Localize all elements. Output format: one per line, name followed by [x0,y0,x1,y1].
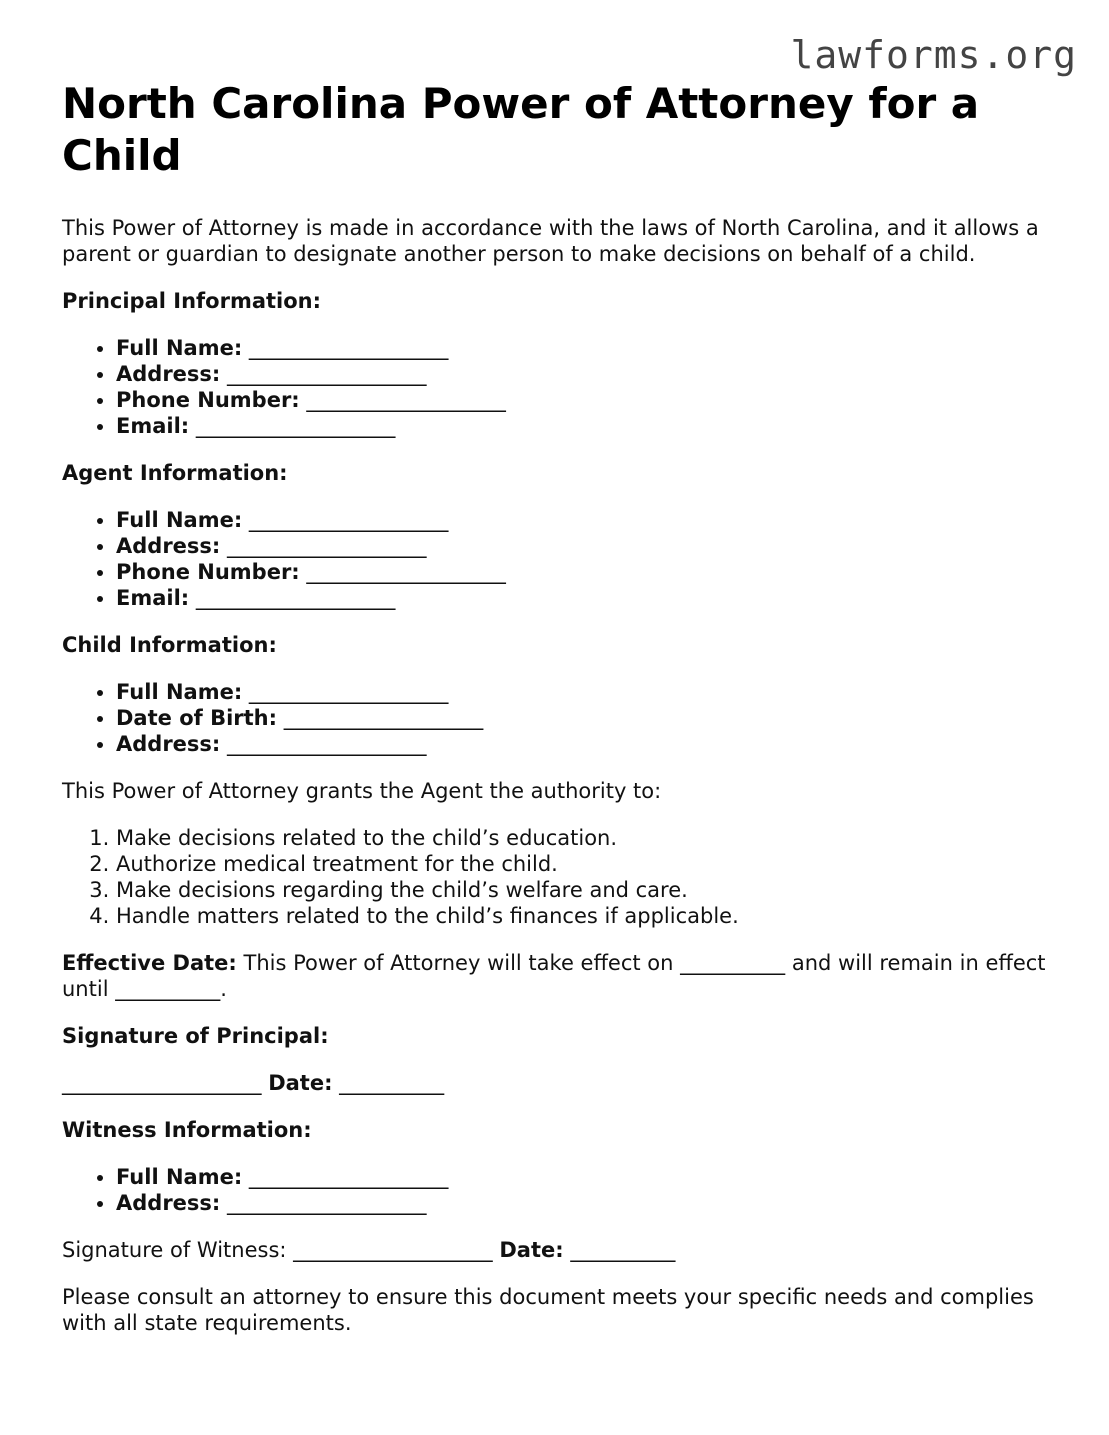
field-label: Address: [116,362,221,386]
field-label: Full Name: [116,1165,243,1189]
blank-line: __________ [680,951,786,975]
blank-line: ___________________ [227,534,427,558]
principal-heading: Principal Information: [62,289,322,313]
witness-full-name-field [116,1164,1052,1190]
effective-date-label: Effective Date: [62,951,237,975]
witness-heading: Witness Information: [62,1118,312,1142]
field-label: Phone Number: [116,560,300,584]
document-title: North Carolina Power of Attorney for a Child [62,79,980,180]
field-label: Email: [116,414,190,438]
child-address-field [116,731,1052,757]
authority-list [62,825,1052,929]
field-label: Address: [116,1191,221,1215]
agent-heading: Agent Information: [62,461,288,485]
principal-fields [62,335,1052,439]
blank-line: ___________________ [293,1238,493,1262]
field-label: Full Name: [116,508,243,532]
principal-full-name-field [116,335,1052,361]
intro-paragraph: This Power of Attorney is made in accordance with the laws of North Carolina, and it allows a parent or guardian to designate another person to make decisions on behalf of a child. [62,216,1039,266]
agent-email-field [116,585,1052,611]
authority-item: 4. Handle matters related to the child’s finances if applicable. [116,903,1052,929]
child-dob-field [116,705,1052,731]
field-label: Phone Number: [116,388,300,412]
blank-line: __________ [339,1071,445,1095]
blank-line: ___________________ [248,1165,449,1189]
blank-line: ___________________ [195,414,396,438]
watermark-logo: lawforms.org [790,33,1077,77]
witness-address-field [116,1190,1052,1216]
authority-item: 2. Authorize medical treatment for the child. [116,851,1052,877]
signature-principal-heading: Signature of Principal: [62,1024,329,1048]
field-label: Address: [116,732,221,756]
principal-phone-field [116,387,1052,413]
authority-intro: This Power of Attorney grants the Agent the authority to: [62,779,662,803]
signature-principal-line [62,1070,1052,1096]
agent-phone-field [116,559,1052,585]
blank-line: ___________________ [227,732,427,756]
authority-item: 1. Make decisions related to the child’s education. [116,825,1052,851]
witness-fields [62,1164,1052,1216]
child-fields [62,679,1052,757]
effective-date-paragraph [62,950,1052,1002]
date-label: Date: [499,1238,564,1262]
document-page [62,78,1052,1336]
blank-line: ___________________ [227,1191,427,1215]
date-label: Date: [268,1071,333,1095]
blank-line: __________ [115,977,221,1001]
blank-line: __________ [570,1238,676,1262]
blank-line: ___________________ [62,1071,262,1095]
agent-full-name-field [116,507,1052,533]
agent-fields [62,507,1052,611]
child-full-name-field [116,679,1052,705]
effective-text-2: and will remain in effect until [62,951,1046,1001]
effective-text-1: This Power of Attorney will take effect on [243,951,674,975]
child-heading: Child Information: [62,633,277,657]
blank-line: ___________________ [248,680,449,704]
authority-item: 3. Make decisions regarding the child’s welfare and care. [116,877,1052,903]
blank-line: ___________________ [306,388,506,412]
field-label: Email: [116,586,190,610]
blank-line: ___________________ [248,508,449,532]
blank-line: ___________________ [227,362,427,386]
witness-signature-line [62,1237,1052,1263]
agent-address-field [116,533,1052,559]
blank-line: ___________________ [195,586,396,610]
field-label: Date of Birth: [116,706,278,730]
witness-signature-label: Signature of Witness: [62,1238,287,1262]
field-label: Address: [116,534,221,558]
blank-line: ___________________ [283,706,484,730]
principal-address-field [116,361,1052,387]
blank-line: ___________________ [248,336,449,360]
principal-email-field [116,413,1052,439]
blank-line: ___________________ [306,560,506,584]
field-label: Full Name: [116,336,243,360]
period: . [220,977,227,1001]
closing-paragraph: Please consult an attorney to ensure this document meets your specific needs and complies with all state requirements. [62,1285,1034,1335]
field-label: Full Name: [116,680,243,704]
